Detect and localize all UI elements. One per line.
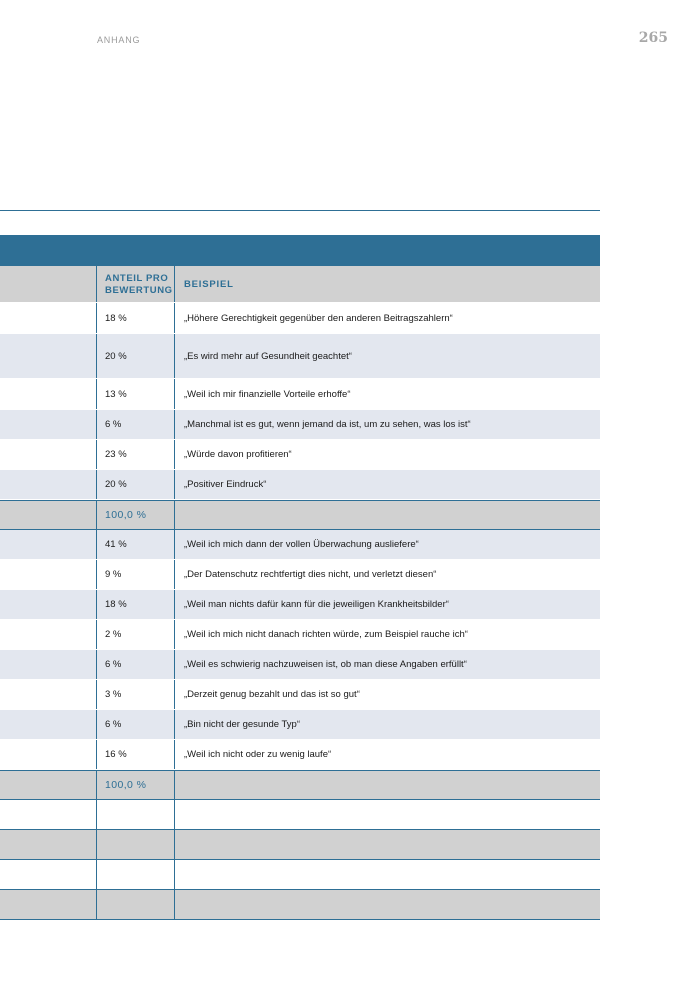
cell-example: „Bin nicht der gesunde Typ“ (174, 710, 600, 739)
running-head: ANHANG (97, 35, 141, 45)
cell-example: „Es wird mehr auf Gesundheit geachtet“ (174, 334, 600, 378)
header-cell-share (96, 266, 174, 302)
page-number: 265 (638, 30, 668, 46)
cell-category (0, 530, 96, 559)
cell-example (174, 890, 600, 919)
cell-category (0, 620, 96, 649)
cell-share: 41 % (96, 530, 174, 559)
cell-example: „Weil ich nicht oder zu wenig laufe“ (174, 740, 600, 769)
cell-category (0, 710, 96, 739)
cell-category (0, 830, 96, 859)
table-row (0, 590, 600, 620)
cell-example: „Weil es schwierig nachzuweisen ist, ob man diese Angaben erfüllt“ (174, 650, 600, 679)
cell-example: „Manchmal ist es gut, wenn jemand da ist, um zu sehen, was los ist“ (174, 410, 600, 439)
cell-share: 20 % (96, 334, 174, 378)
cell-category (0, 740, 96, 769)
header-share-line1: ANTEIL PRO (105, 272, 169, 284)
cell-share (96, 860, 174, 889)
cell-share: 20 % (96, 470, 174, 499)
table-row (0, 379, 600, 410)
cell-category (0, 410, 96, 439)
cell-category (0, 771, 96, 799)
cell-share: 6 % (96, 650, 174, 679)
table-total-row (0, 770, 600, 800)
total-share: 100,0 % (96, 501, 174, 529)
cell-category (0, 890, 96, 919)
cell-example: „Weil man nichts dafür kann für die jeweiligen Krankheitsbilder“ (174, 590, 600, 619)
cell-example: „Würde davon profitieren“ (174, 440, 600, 469)
table-row (0, 530, 600, 560)
table-row (0, 560, 600, 590)
table-row (0, 680, 600, 710)
cell-share: 3 % (96, 680, 174, 709)
table-row (0, 334, 600, 379)
cell-share: 6 % (96, 410, 174, 439)
cell-category (0, 860, 96, 889)
cell-share (96, 830, 174, 859)
table-row-empty (0, 890, 600, 920)
cell-share: 16 % (96, 740, 174, 769)
cell-category (0, 303, 96, 333)
table-row-empty (0, 800, 600, 830)
cell-share: 6 % (96, 710, 174, 739)
cell-example (174, 771, 600, 799)
survey-table (0, 235, 600, 920)
total-share: 100,0 % (96, 771, 174, 799)
table-row (0, 620, 600, 650)
cell-category (0, 440, 96, 469)
table-row (0, 303, 600, 334)
table-row (0, 440, 600, 470)
cell-category (0, 501, 96, 529)
cell-example: „Weil ich mich dann der vollen Überwachung ausliefere“ (174, 530, 600, 559)
cell-category (0, 680, 96, 709)
cell-category (0, 800, 96, 829)
cell-example: „Weil ich mir finanzielle Vorteile erhoffe“ (174, 379, 600, 409)
top-rule (0, 210, 600, 211)
cell-share (96, 890, 174, 919)
cell-example (174, 501, 600, 529)
cell-category (0, 470, 96, 499)
cell-category (0, 590, 96, 619)
cell-category (0, 379, 96, 409)
cell-share: 13 % (96, 379, 174, 409)
cell-example (174, 800, 600, 829)
cell-share (96, 800, 174, 829)
cell-share: 23 % (96, 440, 174, 469)
table-row (0, 650, 600, 680)
cell-category (0, 560, 96, 589)
header-share-line2: BEWERTUNG (105, 284, 173, 296)
table-row (0, 470, 600, 500)
cell-example: „Derzeit genug bezahlt und das ist so gut“ (174, 680, 600, 709)
table-row (0, 710, 600, 740)
table-row-empty (0, 860, 600, 890)
cell-example (174, 830, 600, 859)
header-cell-example: BEISPIEL (174, 266, 600, 302)
table-total-row (0, 500, 600, 530)
cell-share: 18 % (96, 590, 174, 619)
cell-share: 2 % (96, 620, 174, 649)
table-row (0, 740, 600, 770)
cell-example: „Weil ich mich nicht danach richten würde, zum Beispiel rauche ich“ (174, 620, 600, 649)
cell-example (174, 860, 600, 889)
cell-example: „Der Datenschutz rechtfertigt dies nicht, und verletzt diesen“ (174, 560, 600, 589)
header-cell-category (0, 266, 96, 302)
cell-category (0, 650, 96, 679)
cell-share: 9 % (96, 560, 174, 589)
table-row-empty (0, 830, 600, 860)
table-row (0, 410, 600, 440)
table-header-row (0, 266, 600, 303)
table-header-band (0, 235, 600, 266)
cell-example: „Höhere Gerechtigkeit gegenüber den anderen Beitragszahlern“ (174, 303, 600, 333)
cell-share: 18 % (96, 303, 174, 333)
cell-category (0, 334, 96, 378)
cell-example: „Positiver Eindruck“ (174, 470, 600, 499)
